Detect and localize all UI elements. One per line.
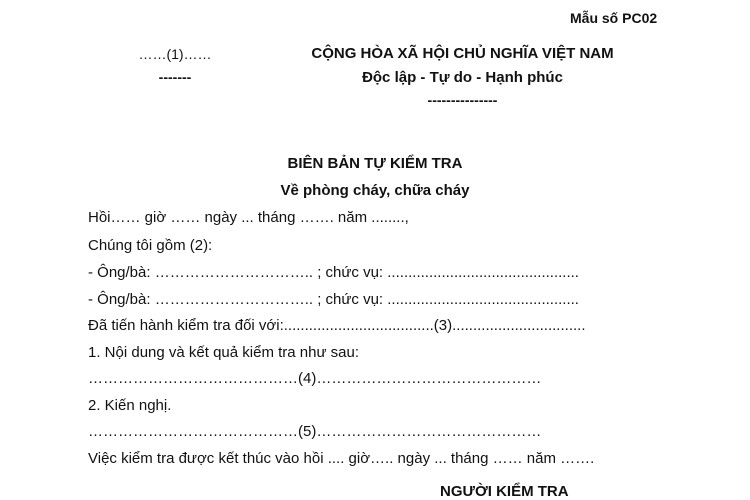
recommendation-heading: 2. Kiến nghị. (88, 397, 172, 414)
issuing-agency-placeholder: ……(1)…… (138, 46, 212, 62)
document-title: BIÊN BẢN TỰ KIỂM TRA (287, 155, 463, 172)
national-motto: Độc lập - Tự do - Hạnh phúc (362, 69, 563, 86)
member-line-1: - Ông/bà: ………………………….. ; chức vụ: .............................................. (88, 264, 579, 281)
content-blank-line: ……………………………………(4)……………………………………… (88, 370, 542, 387)
recommendation-blank-line: ……………………………………(5)……………………………………… (88, 423, 542, 440)
issuing-agency-divider: ------- (158, 69, 192, 85)
content-heading: 1. Nội dung và kết quả kiểm tra như sau: (88, 344, 360, 361)
national-title: CỘNG HÒA XÃ HỘI CHỦ NGHĨA VIỆT NAM (311, 45, 614, 62)
inspected-subject-line: Đã tiến hành kiểm tra đối với:....................................(3)................................ (88, 317, 586, 334)
document-subtitle: Về phòng cháy, chữa cháy (280, 182, 470, 199)
members-intro: Chúng tôi gồm (2): (88, 237, 213, 254)
motto-divider: --------------- (427, 92, 498, 108)
end-time-line: Việc kiểm tra được kết thúc vào hồi .... giờ….. ngày ... tháng …… năm ……. (88, 450, 595, 467)
form-code: Mẫu số PC02 (570, 10, 658, 26)
signature-label: NGƯỜI KIỂM TRA (440, 483, 569, 500)
member-line-2: - Ông/bà: ………………………….. ; chức vụ: .............................................. (88, 291, 579, 308)
time-line: Hồi…… giờ …… ngày ... tháng ……. năm ........, (88, 209, 409, 226)
